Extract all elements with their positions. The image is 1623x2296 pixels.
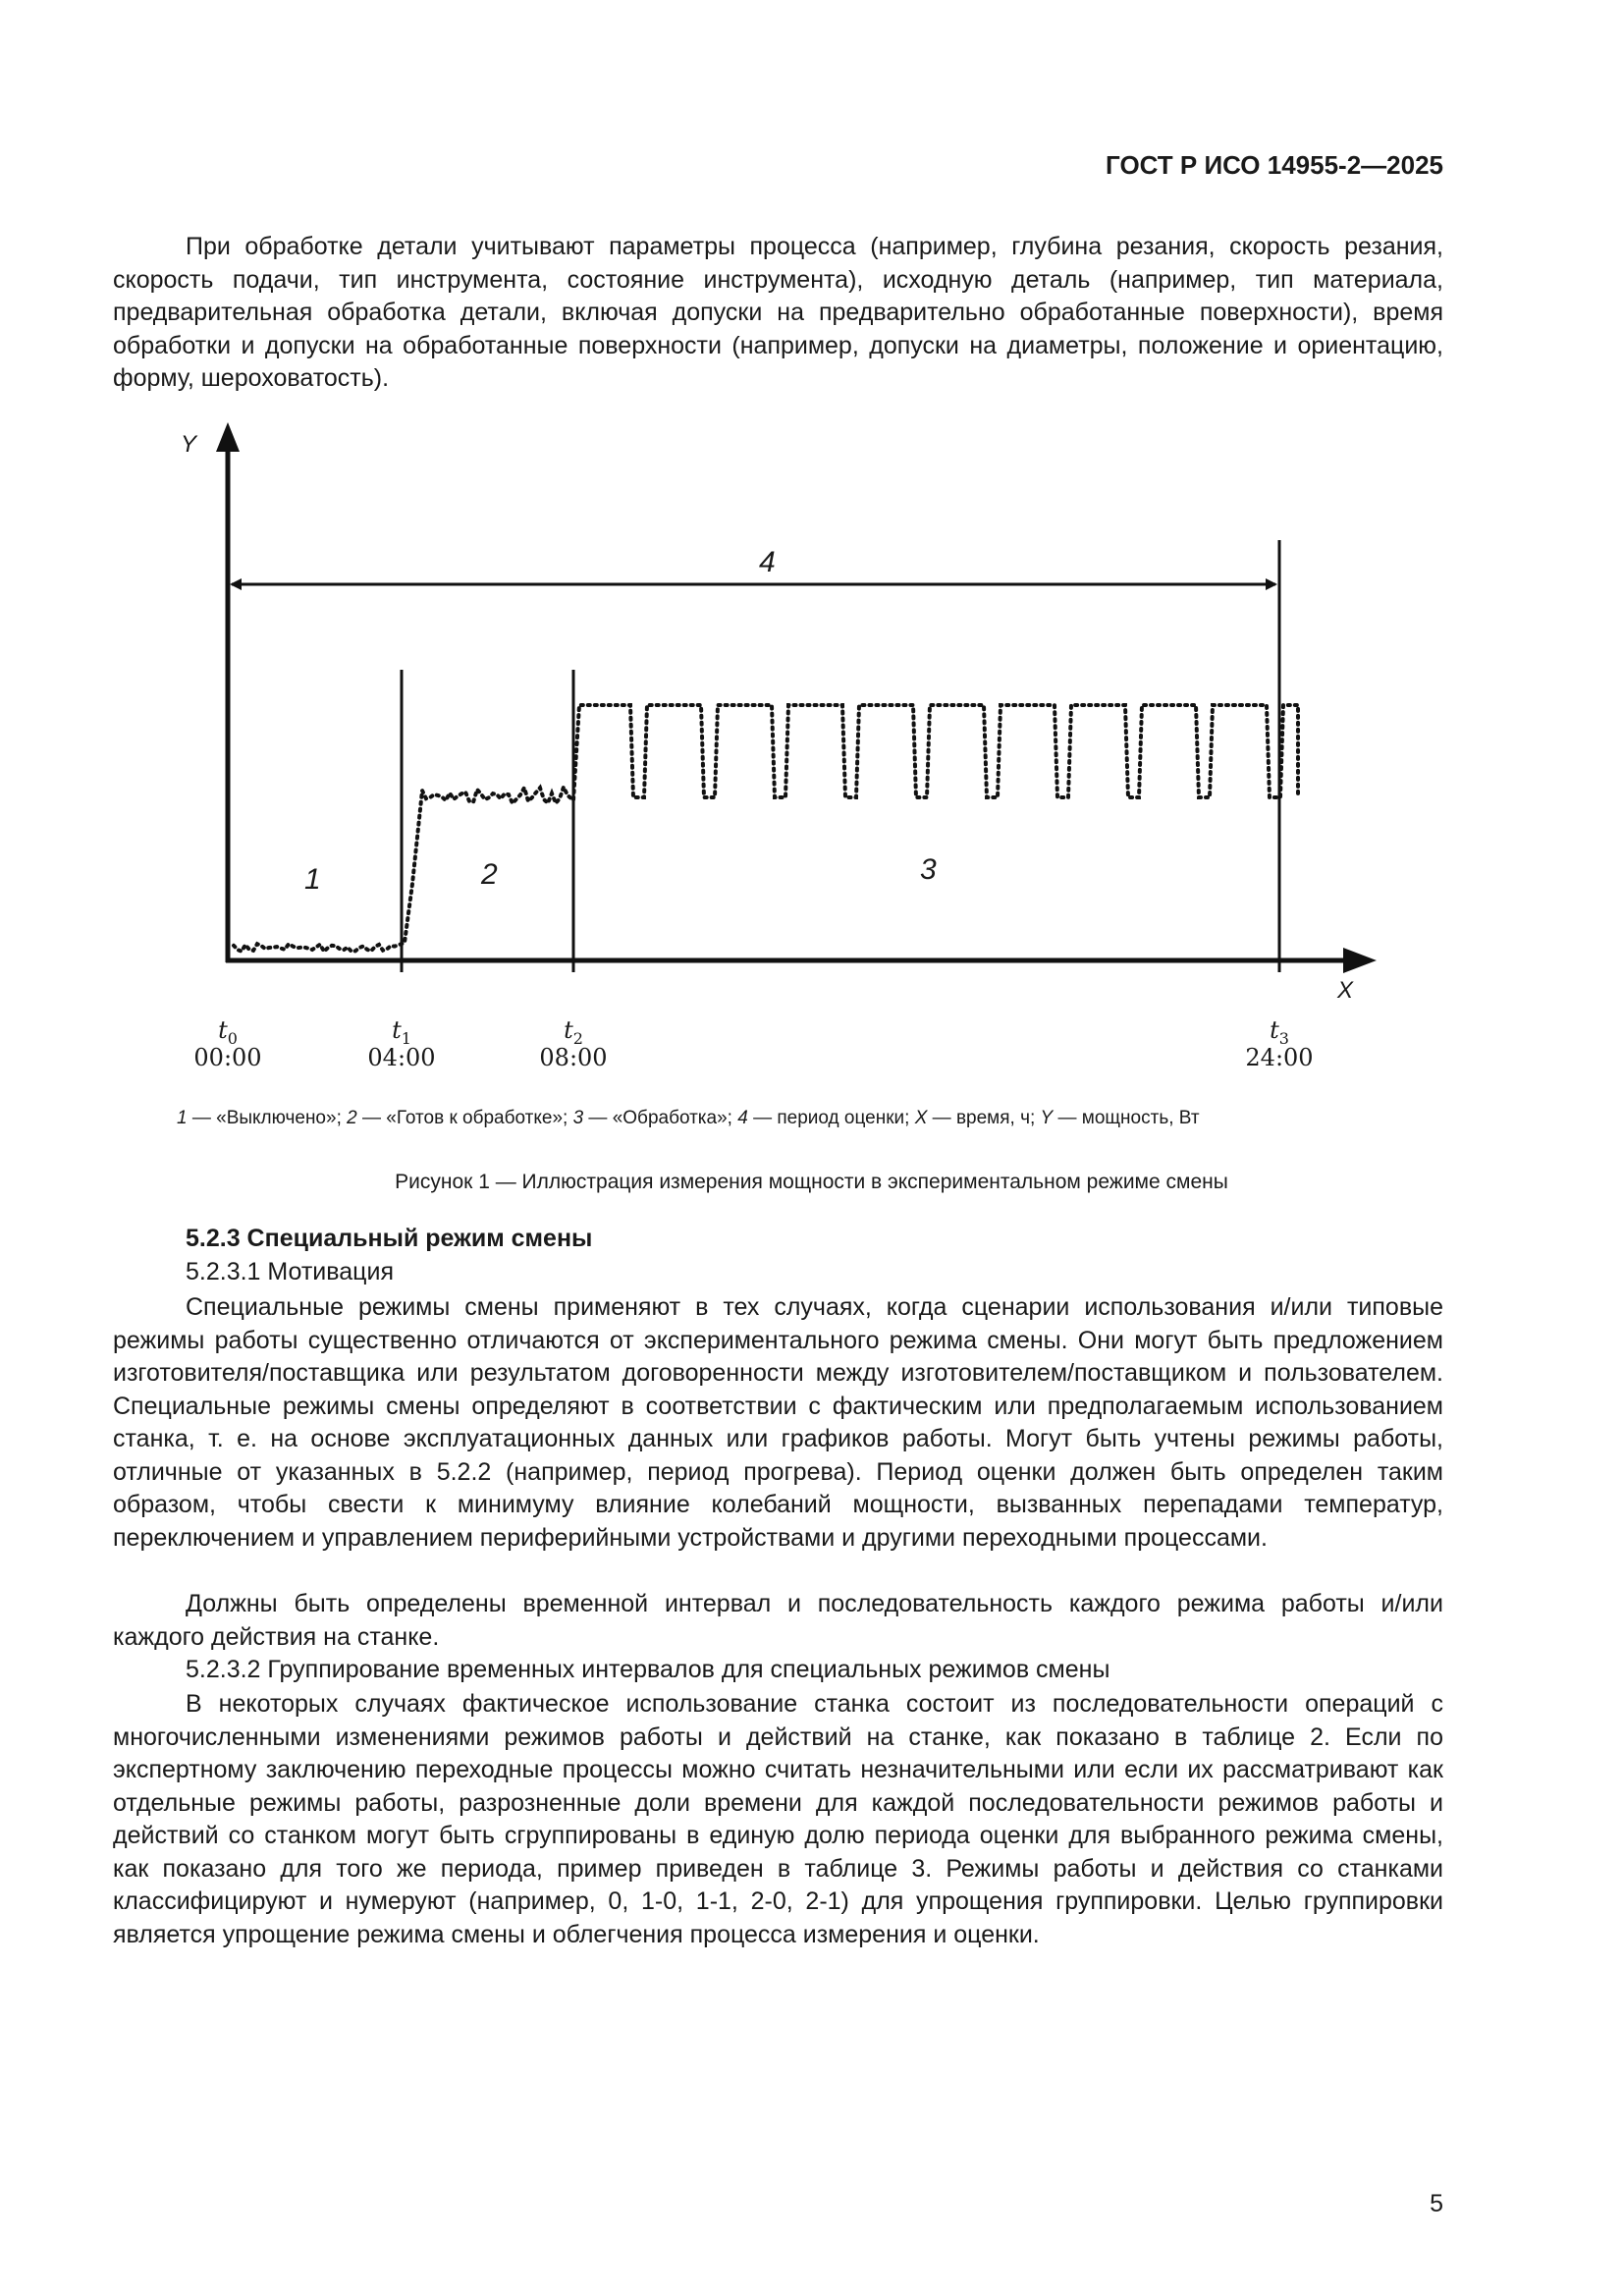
paragraph-grouping: В некоторых случаях фактическое использование станка состоит из последовательности операций с многочисленными изменениями режимов работы и действий на станке, как показано в таблице 2. Если по экспертному заключению переходные процессы можно считать незначительными или если их рассматривают как отдельные режимы работы, разрозненные доли времени для каждой последовательности режимов работы и действий со станком могут быть сгруппированы в единую долю периода оценки для выбранного режима смены, как показано для того же периода, пример приведен в таблице 3. Режимы работы и действия со станками классифицируют и нумеруют (например, 0, 1-0, 1-1, 2-0, 2-1) для упрощения группировки. Целью группировки является упрощение режима смены и облегчения процесса измерения и оценки.	[113, 1690, 1443, 1948]
figure-caption: Рисунок 1 — Иллюстрация измерения мощности в экспериментальном режиме смены	[395, 1171, 1228, 1193]
region-label-processing: 3	[920, 853, 937, 886]
tick-t1-time: 04:00	[367, 1044, 436, 1071]
power-diagram	[147, 412, 1443, 1100]
legend-part: 1	[177, 1108, 188, 1128]
tick-t2-symbol: $t_2$	[564, 1016, 583, 1048]
tick-t0	[193, 1016, 261, 1071]
legend-part: 3	[572, 1108, 584, 1128]
paragraph-intervals: Должны быть определены временной интервал и последовательность каждого режима работы и/или каждого действия на станке.	[113, 1590, 1443, 1651]
intro-paragraph: При обработке детали учитывают параметры процесса (например, глубина резания, скорость резания, скорость подачи, тип инструмента, состояние инструмента), исходную деталь (например, тип материала, предварительная обработка детали, включая допуски на предварительно обработанные поверхности), время обработки и допуски на обработанные поверхности (например, допуски на диаметры, положение и ориентацию, форму, шероховатость).	[113, 233, 1443, 392]
power-signal-trace	[234, 705, 1298, 952]
legend-part: — «Выключено»;	[187, 1108, 348, 1128]
legend-part: — мощность, Вт	[1053, 1108, 1200, 1128]
legend-part: Y	[1040, 1108, 1054, 1128]
figure-legend	[177, 1108, 1200, 1129]
tick-t3-symbol: $t_3$	[1270, 1016, 1289, 1048]
legend-part: 2	[347, 1108, 357, 1128]
tick-t3-time: 24:00	[1245, 1044, 1314, 1071]
section-heading: 5.2.3 Специальный режим смены	[186, 1225, 593, 1252]
legend-part: — время, ч;	[927, 1108, 1041, 1128]
x-axis-label: X	[1337, 977, 1354, 1004]
tick-t2-time: 08:00	[539, 1044, 608, 1071]
paragraph-motivation: Специальные режимы смены применяют в тех случаях, когда сценарии использования и/или типовые режимы работы существенно отличаются от экспериментального режима смены. Они могут быть предложением изготовителя/поставщика или результатом договоренности между изготовителем/поставщиком и пользователем. Специальные режимы смены определяют в соответствии с фактическим или предполагаемым использованием станка, т. е. на основе эксплуатационных данных или графиков работы. Могут быть учтены режимы работы, отличные от указанных в 5.2.2 (например, период прогрева). Период оценки должен быть определен таким образом, чтобы свести к минимуму влияние колебаний мощности, вызванных перепадами температур, переключением и управлением периферийными устройствами и другими переходными процессами.	[113, 1293, 1443, 1552]
figure-1	[147, 412, 1443, 1100]
period-label: 4	[759, 546, 776, 578]
region-label-off: 1	[304, 863, 321, 896]
page-number: 5	[1430, 2190, 1443, 2217]
legend-part: 4	[737, 1108, 748, 1128]
y-axis-label: Y	[181, 431, 197, 458]
tick-t0-symbol: $t_0$	[218, 1016, 238, 1048]
tick-t2	[539, 1016, 607, 1071]
tick-t3	[1245, 1016, 1313, 1071]
legend-part: — «Готов к обработке»;	[356, 1108, 573, 1128]
region-label-ready: 2	[481, 858, 498, 891]
document-header: ГОСТ Р ИСО 14955-2—2025	[1106, 150, 1443, 180]
legend-part: — период оценки;	[747, 1108, 915, 1128]
y-axis-arrow	[216, 422, 240, 452]
legend-part: X	[914, 1108, 928, 1128]
legend-part: — «Обработка»;	[583, 1108, 738, 1128]
tick-t0-time: 00:00	[193, 1044, 262, 1071]
x-axis-arrow	[1343, 948, 1377, 973]
tick-t1	[367, 1016, 435, 1071]
subsection-heading-motivation: 5.2.3.1 Мотивация	[186, 1258, 394, 1285]
tick-t1-symbol: $t_1$	[392, 1016, 411, 1048]
subsection-heading-grouping: 5.2.3.2 Группирование временных интервалов для специальных режимов смены	[186, 1656, 1110, 1683]
